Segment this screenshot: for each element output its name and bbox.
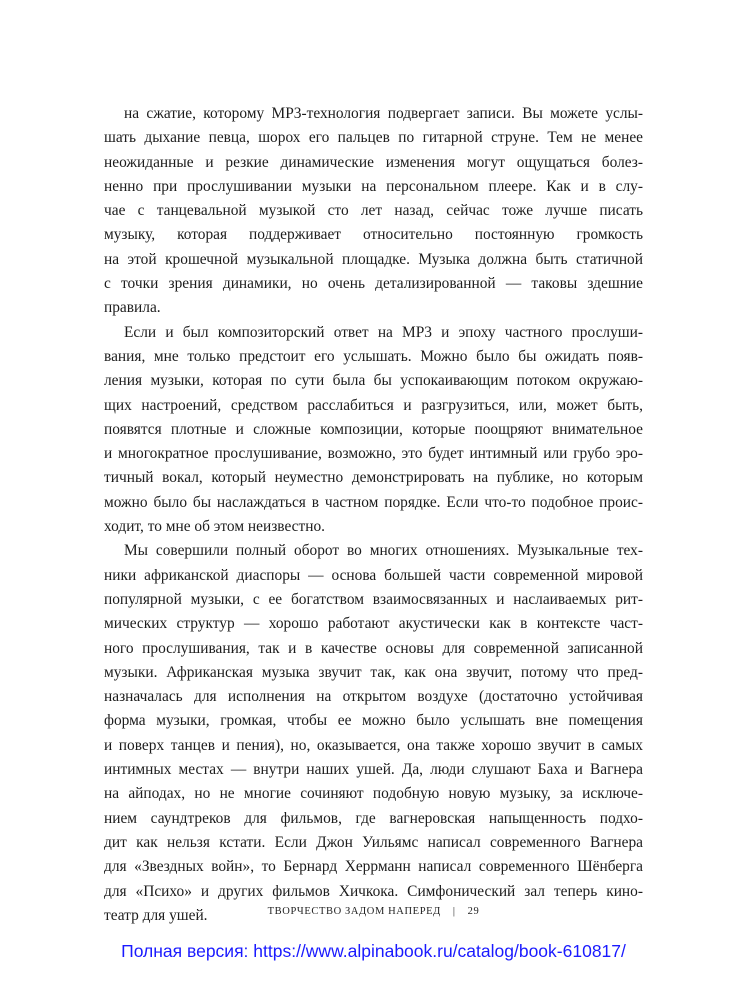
text-line: щих настроений, средством расслабиться и разгрузиться, или, может быть, [104, 396, 643, 414]
text-line: появятся плотные и сложные композиции, которые поощряют внимательное [104, 420, 643, 438]
page-number: 29 [467, 906, 480, 917]
text-line: ненно при прослушивании музыки на персональном плеере. Как и в слу- [104, 177, 643, 195]
text-line: популярной музыки, с ее богатством взаимосвязанных и наслаиваемых рит- [104, 590, 643, 608]
paragraph [104, 321, 643, 540]
text-line: правила. [104, 299, 161, 317]
text-line: ного прослушивания, так и в качестве основы для современной записанной [104, 639, 643, 657]
text-line: вания, мне только предстоит его услышать. Можно было бы ожидать появ- [104, 347, 643, 365]
text-line: на этой крошечной музыкальной площадке. Музыка должна быть статичной [104, 250, 643, 268]
text-line: можно было бы наслаждаться в частном порядке. Если что-то подобное проис- [104, 493, 643, 511]
text-line: мических структур — хорошо работают акустически как в контексте част- [104, 615, 643, 633]
text-line: и многократное прослушивание, возможно, это будет интимный или грубо эро- [104, 445, 643, 463]
text-line: дит как нельзя кстати. Если Джон Уильямс написал современного Вагнера [104, 833, 643, 851]
text-line: неожиданные и резкие динамические изменения могут ощущаться болез- [104, 153, 643, 171]
text-line: чае с танцевальной музыкой сто лет назад, сейчас тоже лучше писать [104, 202, 643, 220]
running-footer [0, 906, 747, 917]
text-line: на сжатие, которому MP3-технология подвергает записи. Вы можете услы- [124, 105, 643, 122]
text-line: Мы совершили полный оборот во многих отношениях. Музыкальные тех- [124, 542, 643, 560]
text-line: интимных местах — внутри наших ушей. Да, люди слушают Баха и Вагнера [104, 761, 643, 779]
text-line: музыки. Африканская музыка звучит так, как она звучит, потому что пред- [104, 663, 643, 681]
footer-separator: | [452, 906, 456, 917]
text-line: ники африканской диаспоры — основа большей части современной мировой [104, 566, 643, 584]
text-line: назначалась для исполнения на открытом воздухе (достаточно устойчивая [104, 688, 643, 706]
text-line: театр для ушей. [104, 906, 208, 924]
text-line: форма музыки, громкая, чтобы ее можно было услышать вне помещения [104, 712, 643, 730]
text-line: для «Звездных войн», то Бернард Херрманн написал современного Шёнберга [104, 858, 643, 876]
text-line: Если и был композиторский ответ на MP3 и эпоху частного прослуши- [124, 323, 643, 341]
paragraph [104, 102, 643, 321]
paragraph [104, 539, 643, 928]
text-line: музыку, которая поддерживает относительно постоянную громкость [104, 226, 643, 244]
text-line: ления музыки, которая по сути была бы успокаивающим потоком окружаю- [104, 372, 643, 390]
text-line: шать дыхание певца, шорох его пальцев по гитарной струне. Тем не менее [104, 129, 643, 147]
text-line: на айподах, но не многие сочиняют подобную новую музыку, за исключе- [104, 785, 643, 803]
text-line: тичный вокал, который неуместно демонстрировать на публике, но которым [104, 469, 643, 487]
text-line: нием саундтреков для фильмов, где вагнеровская напыщенность подхо- [104, 809, 643, 827]
text-line: и поверх танцев и пения), но, оказывается, она также хорошо звучит в самых [104, 736, 643, 754]
text-line: ходит, то мне об этом неизвестно. [104, 518, 326, 536]
text-line: для «Психо» и других фильмов Хичкока. Симфонический зал теперь кино- [104, 882, 643, 900]
full-version-link[interactable]: Полная версия: https://www.alpinabook.ru/catalog/book-610817/ [121, 941, 626, 961]
text-line: с точки зрения динамики, но очень детализированной — таковы здешние [104, 275, 643, 293]
running-title: ТВОРЧЕСТВО ЗАДОМ НАПЕРЕД [267, 906, 441, 917]
page-body [104, 102, 643, 928]
